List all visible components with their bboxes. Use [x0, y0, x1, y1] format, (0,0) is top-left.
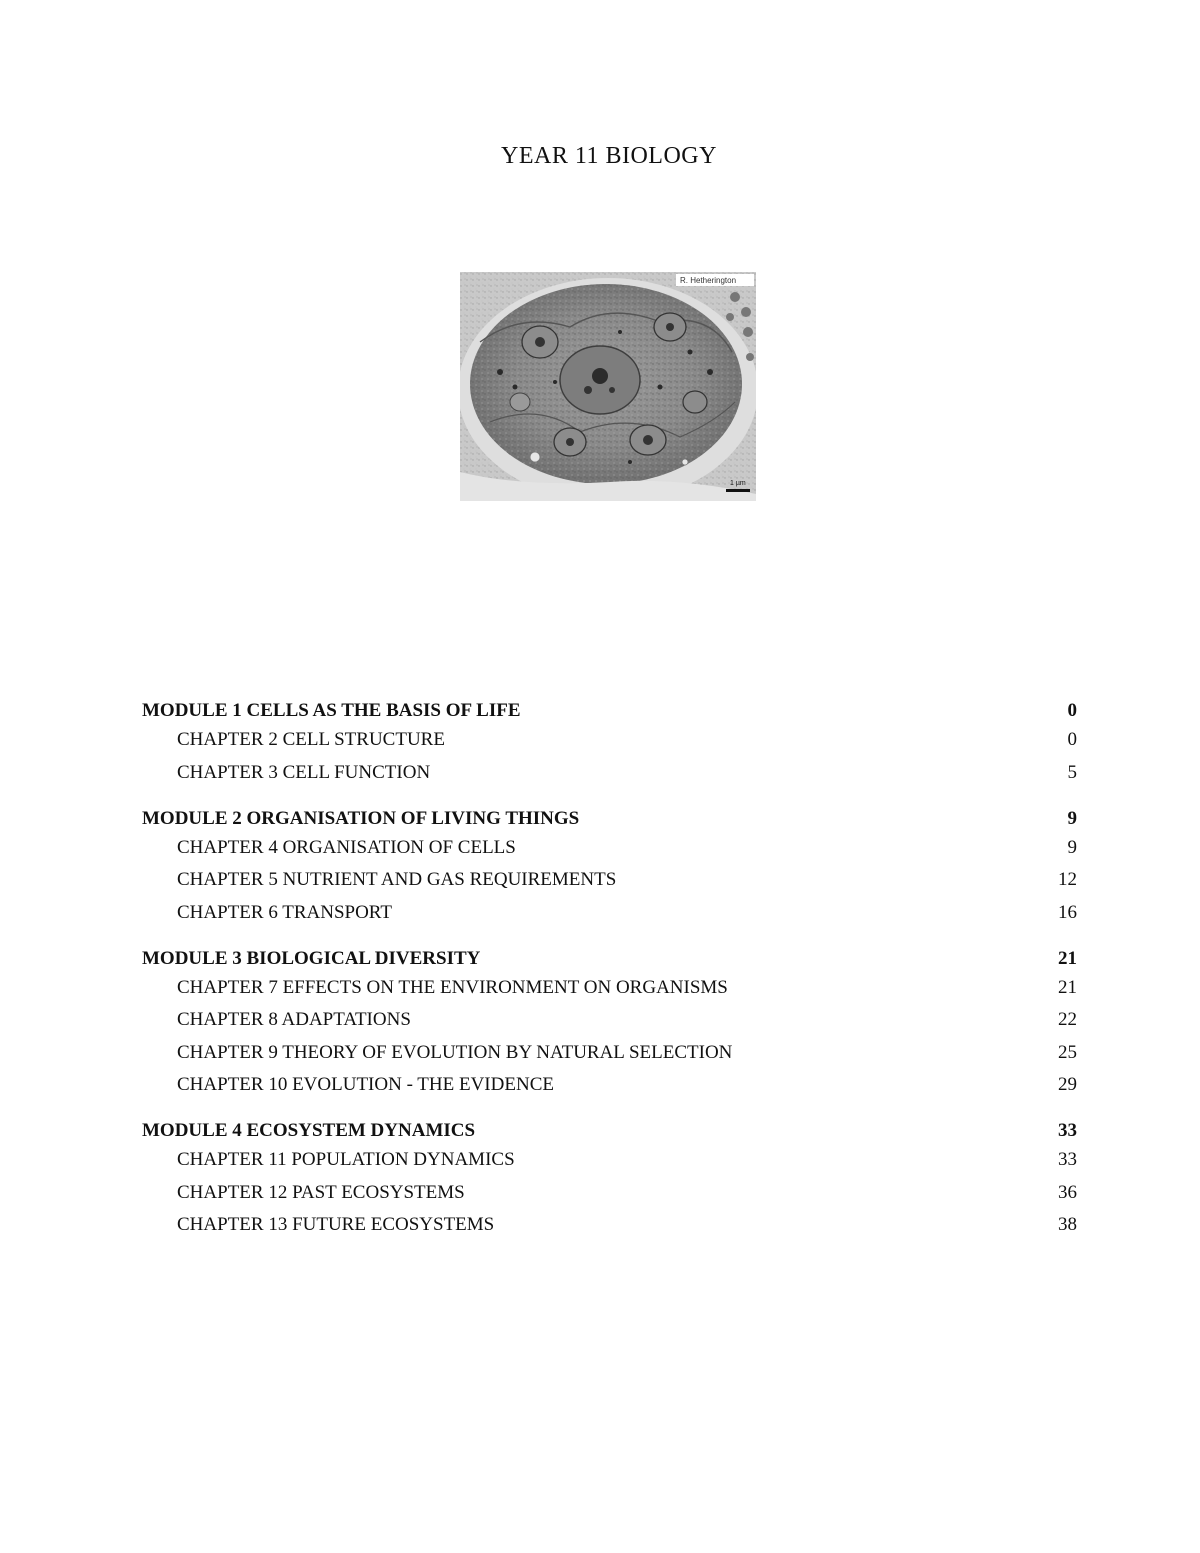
chapter-page-number: 9: [1067, 836, 1077, 858]
chapter-title: CHAPTER 6 TRANSPORT: [177, 901, 392, 923]
chapter-page-number: 38: [1058, 1214, 1077, 1235]
module-title: MODULE 3 BIOLOGICAL DIVERSITY: [142, 947, 481, 969]
chapter-title: CHAPTER 4 ORGANISATION OF CELLS: [177, 836, 516, 858]
chapter-title: CHAPTER 13 FUTURE ECOSYSTEMS: [177, 1214, 495, 1235]
toc-chapter-entry[interactable]: [142, 1211, 1077, 1244]
chapter-title: CHAPTER 2 CELL STRUCTURE: [177, 729, 445, 750]
toc-module-heading[interactable]: [142, 697, 1077, 726]
toc-chapter-entry[interactable]: [142, 1039, 1077, 1072]
chapter-title: CHAPTER 5 NUTRIENT AND GAS REQUIREMENTS: [177, 869, 617, 890]
cell-micrograph-image: [460, 272, 756, 501]
toc-chapter-entry[interactable]: [142, 1071, 1077, 1104]
toc-chapter-entry[interactable]: [142, 1146, 1077, 1179]
chapter-title: CHAPTER 8 ADAPTATIONS: [177, 1009, 411, 1030]
toc-chapter-entry[interactable]: [142, 866, 1077, 899]
toc-module-4: [142, 1117, 1077, 1244]
module-title: MODULE 2 ORGANISATION OF LIVING THINGS: [142, 807, 580, 829]
toc-chapter-entry[interactable]: [142, 726, 1077, 759]
module-title: MODULE 1 CELLS AS THE BASIS OF LIFE: [142, 700, 521, 721]
module-page-number: 33: [1058, 1120, 1077, 1141]
toc-chapter-entry[interactable]: [142, 834, 1077, 867]
chapter-title: CHAPTER 11 POPULATION DYNAMICS: [177, 1149, 515, 1170]
toc-module-1: [142, 697, 1077, 791]
chapter-page-number: 22: [1058, 1009, 1077, 1030]
chapter-page-number: 16: [1058, 901, 1077, 923]
chapter-page-number: 0: [1067, 729, 1077, 750]
toc-chapter-entry[interactable]: [142, 899, 1077, 932]
chapter-title: CHAPTER 9 THEORY OF EVOLUTION BY NATURAL SELECTION: [177, 1041, 733, 1063]
scale-bar-label: 1 µm: [730, 480, 746, 487]
micrograph-watermark: R. Hetherington: [680, 276, 737, 285]
module-page-number: 21: [1058, 947, 1077, 969]
chapter-title: CHAPTER 3 CELL FUNCTION: [177, 761, 431, 783]
chapter-page-number: 5: [1067, 761, 1077, 783]
toc-chapter-entry[interactable]: [142, 1179, 1077, 1212]
chapter-title: CHAPTER 7 EFFECTS ON THE ENVIRONMENT ON ORGANISMS: [177, 976, 728, 998]
chapter-page-number: 33: [1058, 1149, 1077, 1170]
chapter-page-number: 21: [1058, 976, 1077, 998]
chapter-page-number: 25: [1058, 1041, 1077, 1063]
toc-module-2: [142, 805, 1077, 932]
document-title: YEAR 11 BIOLOGY: [501, 143, 717, 169]
chapter-title: CHAPTER 12 PAST ECOSYSTEMS: [177, 1181, 465, 1203]
toc-module-heading[interactable]: [142, 945, 1077, 974]
scale-bar: [726, 489, 750, 492]
table-of-contents: [142, 697, 1077, 1244]
module-title: MODULE 4 ECOSYSTEM DYNAMICS: [142, 1120, 476, 1141]
toc-module-heading[interactable]: [142, 805, 1077, 834]
toc-chapter-entry[interactable]: [142, 1006, 1077, 1039]
module-page-number: 0: [1067, 700, 1077, 721]
toc-chapter-entry[interactable]: [142, 974, 1077, 1007]
toc-module-heading[interactable]: [142, 1117, 1077, 1146]
toc-module-3: [142, 945, 1077, 1104]
chapter-title: CHAPTER 10 EVOLUTION - THE EVIDENCE: [177, 1074, 554, 1095]
chapter-page-number: 36: [1058, 1181, 1077, 1203]
toc-chapter-entry[interactable]: [142, 759, 1077, 792]
module-page-number: 9: [1067, 807, 1077, 829]
chapter-page-number: 29: [1058, 1074, 1077, 1095]
chapter-page-number: 12: [1058, 869, 1077, 890]
